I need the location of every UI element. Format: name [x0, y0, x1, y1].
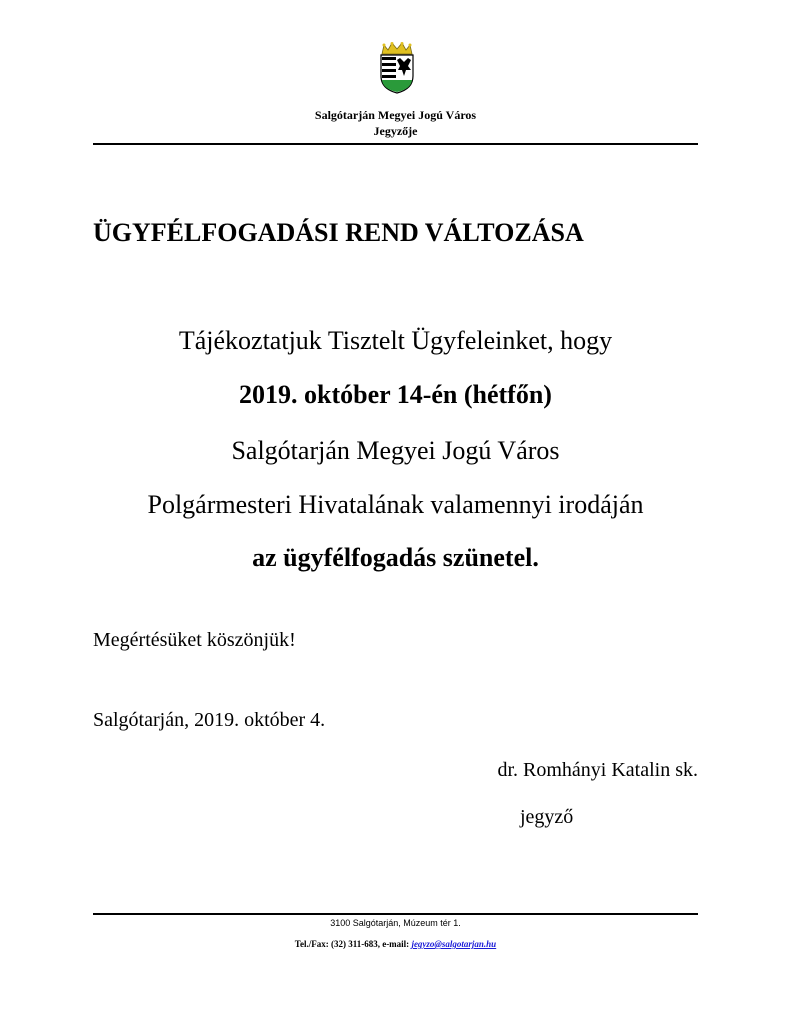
footer-divider [93, 913, 698, 915]
notice-line-3: Salgótarján Megyei Jogú Város [231, 436, 560, 465]
footer-address: 3100 Salgótarján, Múzeum tér 1. [330, 918, 461, 928]
footer-contact [0, 939, 791, 949]
footer-contact-prefix: Tel./Fax: (32) 311-683, e-mail: [294, 939, 412, 949]
place-date: Salgótarján, 2019. október 4. [93, 709, 326, 731]
signer-name: dr. Romhányi Katalin sk. [497, 759, 698, 781]
signer-role: jegyző [520, 806, 574, 828]
notice-line-4: Polgármesteri Hivatalának valamennyi irodáján [147, 490, 644, 519]
issuer-name: Salgótarján Megyei Jogú Város [314, 108, 477, 122]
issuer-role: Jegyzője [373, 124, 418, 138]
notice-line-1: Tájékoztatjuk Tisztelt Ügyfeleinket, hogy [178, 326, 613, 355]
document-title: ÜGYFÉLFOGADÁSI REND VÁLTOZÁSA [93, 218, 584, 247]
email-link[interactable]: jegyzo@salgotarjan.hu [411, 939, 497, 949]
notice-line-5: az ügyfélfogadás szünetel. [252, 543, 539, 572]
thanks-text: Megértésüket köszönjük! [93, 629, 296, 651]
notice-date: 2019. október 14-én (hétfőn) [239, 380, 552, 409]
header-divider [93, 143, 698, 145]
coat-of-arms-icon [378, 42, 416, 94]
